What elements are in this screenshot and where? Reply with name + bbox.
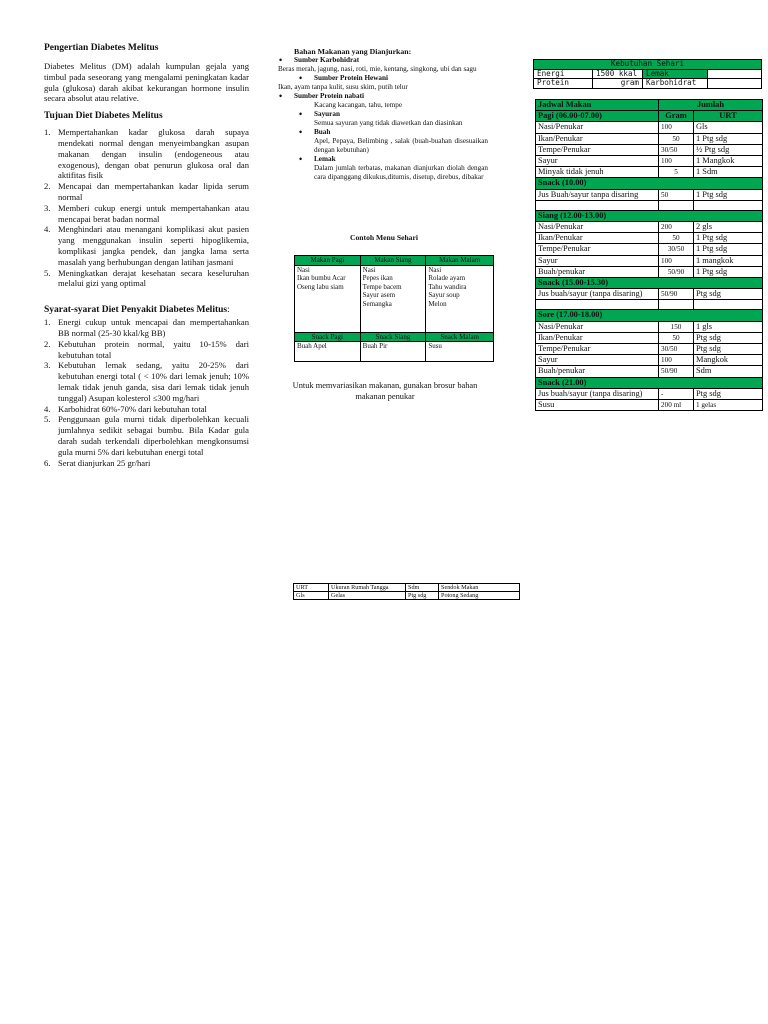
snack-cell-siang: Buah Pir <box>360 342 426 362</box>
gram-header: Gram <box>659 111 694 122</box>
list-item: 3. Memberi cukup energi untuk mempertahankan atau mencapai berat badan normal <box>44 202 249 224</box>
bullet-icon: • <box>279 91 283 101</box>
snack-header-pagi: Snack Pagi <box>295 332 361 342</box>
section-snack-2: Snack (15.00-15.30) <box>536 278 763 289</box>
table-row: Buah/penukar 50/90 Sdm <box>536 366 763 377</box>
section-sore: Sore (17.00-18.00) <box>536 310 763 321</box>
section-title-syarat: Syarat-syarat Diet Penyakit Diabetes Melitus: <box>44 305 230 316</box>
list-item: 2. Kebutuhan protein normal, yaitu 10-15% dari kebutuhan total <box>44 338 249 360</box>
section-title-pengertian: Pengertian Diabetes Melitus <box>44 43 159 53</box>
sayuran-text: Semua sayuran yang tidak diawetkan dan diasinkan <box>314 119 463 127</box>
list-item: 4. Karbohidrat 60%-70% dari kebutuhan total <box>44 403 207 414</box>
table-row: Ikan/Penukar 50 1 Ptg sdg <box>536 133 763 144</box>
intro-paragraph: Diabetes Melitus (DM) adalah kumpulan gejala yang timbul pada seseorang yang mengalami peningkatan kadar gula (glukosa) darah akibat kekurangan hormone insulin secara absolut atau relative. <box>44 61 249 104</box>
table-row: Jus Buah/sayur tanpa disaring 50 1 Ptg sdg <box>536 189 763 200</box>
requirements-list <box>44 317 249 468</box>
schedule-header: Jadwal Makan <box>536 100 659 111</box>
amount-header: Jumlah <box>659 100 763 111</box>
goals-list <box>44 127 249 289</box>
table-row: Sayur 100 Mangkok <box>536 355 763 366</box>
table-row: Nasi/Penukar 200 2 gls <box>536 222 763 233</box>
list-item: 4. Menghindari atau menangani komplikasi akut pasien yang menggunakan insulin seperti hipoglikemia, komplikasi jangka pendek, dan jangka lama serta masalah yang berhubungan dengan latihan jasmani <box>44 224 249 267</box>
table-row: Buah/penukar 50/90 1 Ptg sdg <box>536 266 763 277</box>
menu-cell-pagi: Nasi Ikan bumbu Acar Oseng labu siam <box>295 265 361 332</box>
sayuran-heading: • Sayuran <box>299 109 340 119</box>
table-row: Tempe/Penukar 30/50 Ptg sdg <box>536 344 763 355</box>
menu-header-siang: Makan Siang <box>360 256 426 266</box>
table-row: Jus buah/sayur (tanpa disaring) 50/90 Ptg sdg <box>536 289 763 300</box>
section-pagi: Pagi (06.00-07.00) <box>536 111 659 122</box>
hewani-text: Ikan, ayam tanpa kulit, susu skim, putih telur <box>278 83 408 91</box>
list-item: 5. Meningkatkan derajat kesehatan secara keseluruhan melalui gizi yang optimal <box>44 267 249 289</box>
karbo-heading: • Sumber Karbohidrat <box>279 55 360 65</box>
buah-heading: • Buah <box>299 127 331 137</box>
table-row: Tempe/Penukar 30/50 1 Ptg sdg <box>536 244 763 255</box>
list-item: 3. Kebutuhan lemak sedang, yaitu 20-25% dari kebutuhan energi total ( < 10% dari lemak jenuh; 10% lemak tidak jenuh ganda, sisa dari lemak tidak jenuh tunggal) Asupan kolesterol ≤300 mg/hari <box>44 360 249 403</box>
bullet-icon: • <box>299 109 303 119</box>
bullet-icon: • <box>299 127 303 137</box>
bullet-icon: • <box>299 73 303 83</box>
snack-header-siang: Snack Siang <box>360 332 426 342</box>
section-snack-3: Snack (21.00) <box>536 377 763 388</box>
bullet-icon: • <box>299 154 303 164</box>
section-siang: Siang (12.00-13.00) <box>536 210 763 221</box>
table-row: Jus buah/sayur (tanpa disaring) - Ptg sdg <box>536 388 763 399</box>
table-row: Nasi/Penukar 100 Gls <box>536 122 763 133</box>
section-snack-1: Snack (10.00) <box>536 178 763 189</box>
hewani-heading: • Sumber Protein Hewani <box>299 73 389 83</box>
table-row: Sayur 100 1 Mangkok <box>536 156 763 167</box>
foods-title: Bahan Makanan yang Dianjurkan: <box>294 47 412 56</box>
table-row: Susu 200 ml 1 gelas <box>536 400 763 411</box>
menu-title: Contoh Menu Sehari <box>350 233 418 242</box>
list-item: 5. Penggunaan gula murni tidak diperbolehkan kecuali jumlahnya sedikit sebagai bumbu. Bila Kadar gula darah sudah terkendali diperbolehkan mengkonsumsi gula murni 5% dari kebutuhan energi total <box>44 414 249 457</box>
menu-header-pagi: Makan Pagi <box>295 256 361 266</box>
urt-legend-table: URT Ukuran Rumah Tangga Sdm Sendok Makan Gls Gelas Ptg sdg Potong Sedang <box>293 583 520 600</box>
section-title-tujuan: Tujuan Diet Diabetes Melitus <box>44 111 163 122</box>
left-column <box>44 43 249 468</box>
daily-needs-table: Kebutuhan Sehari Energi 1500 kkal Lemak Protein gram Karbohidrat <box>533 59 762 89</box>
daily-needs-title: Kebutuhan Sehari <box>534 60 762 70</box>
karbo-text: Beras merah, jagung, nasi, roti, mie, kentang, singkong, ubi dan sagu <box>278 65 477 73</box>
nabati-heading: • Sumber Protein nabati <box>279 91 365 101</box>
table-row: Ikan/Penukar 50 1 Ptg sdg <box>536 233 763 244</box>
snack-cell-pagi: Buah Apel <box>295 342 361 362</box>
urt-header: URT <box>694 111 763 122</box>
menu-cell-malam: Nasi Rolade ayam Tahu wandira Sayur soup Melon <box>426 265 494 332</box>
meal-schedule-table <box>535 99 763 411</box>
table-row: Minyak tidak jenuh 5 1 Sdm <box>536 167 763 178</box>
list-item: 1. Energi cukup untuk mencapai dan mempertahankan BB normal (25-30 kkal/kg BB) <box>44 317 249 338</box>
list-item: 2. Mencapai dan mempertahankan kadar lipida serum normal <box>44 181 249 202</box>
table-row: Sayur 100 1 mangkok <box>536 255 763 266</box>
snack-header-malam: Snack Malam <box>426 332 494 342</box>
lemak-text: Dalam jumlah terbatas, makanan dianjurkan diolah dengan cara dipanggang dikukus,ditumis, disetup, direbus, dibakar <box>314 164 488 181</box>
list-item: 1. Mempertahankan kadar glukosa darah supaya mendekati normal dengan menyeimbangkan asupan makanan dengan insulin (endogeneous atau exogenous), dengan obat penurun glukosa oral dan aktifitas fisik <box>44 127 249 181</box>
menu-header-malam: Makan Malam <box>426 256 494 266</box>
nabati-text: Kacang kacangan, tahu, tempe <box>314 101 403 109</box>
list-item: 6. Serat dianjurkan 25 gr/hari <box>44 457 151 468</box>
middle-column <box>278 47 488 182</box>
exchange-note: Untuk memvariasikan makanan, gunakan brosur bahan makanan penukar <box>292 381 478 401</box>
table-row: Ikan/Penukar 50 Ptg sdg <box>536 332 763 343</box>
table-row: Nasi/Penukar 150 1 gls <box>536 321 763 332</box>
menu-cell-siang: Nasi Pepes ikan Tempe bacem Sayur asem Semangka <box>360 265 426 332</box>
lemak-heading: • Lemak <box>299 154 336 164</box>
buah-text: Apel, Pepaya, Belimbing , salak (buah-buahan disesuaikan dengan kebutuhan) <box>314 137 488 154</box>
bullet-icon: • <box>279 55 283 65</box>
table-row: Tempe/Penukar 30/50 ½ Ptg sdg <box>536 144 763 155</box>
menu-table <box>294 255 494 362</box>
snack-cell-malam: Susu <box>426 342 494 362</box>
